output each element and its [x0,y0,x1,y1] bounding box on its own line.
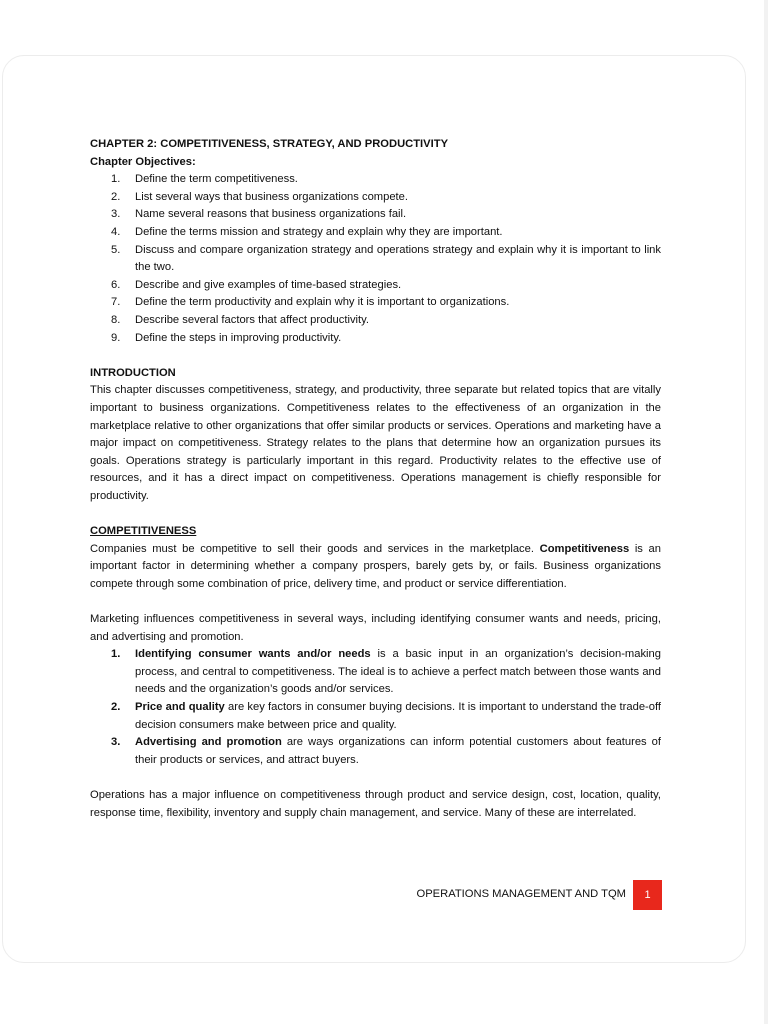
list-item [90,242,661,277]
list-item [90,734,661,769]
list-item [90,171,661,189]
paragraph-text: is an important factor in determining whether a company prospers, barely gets by, or fails. Business organizations compete through some combination of price, delivery time, and product or service differentiation. [90,542,661,590]
list-item-text: is a basic input in an organization’s decision-making process, and central to competitiveness. The ideal is to achieve a perfect match between those wants and needs and the organization’s goods and/or services. [135,648,661,696]
list-item [90,699,661,734]
list-item-number: 1. [111,648,121,661]
list-item-number: 6. [111,278,121,291]
list-item-text: List several ways that business organizations compete. [135,190,408,203]
list-item-text: Define the term competitiveness. [135,173,298,186]
list-item-number: 3. [111,736,121,749]
footer-label: OPERATIONS MANAGEMENT AND TQM [416,888,626,900]
list-item-text: Name several reasons that business organizations fail. [135,208,407,221]
list-item [90,312,661,330]
list-item [90,206,661,224]
list-item-number: 1. [111,173,121,186]
list-item [90,189,661,207]
paragraph-text: Companies must be competitive to sell their goods and services in the marketplace. [90,542,540,555]
chapter-heading: CHAPTER 2: COMPETITIVENESS, STRATEGY, AND PRODUCTIVITY [90,138,449,150]
list-item-text: Define the term productivity and explain why it is important to organizations. [135,296,510,309]
list-item-number: 3. [111,208,121,221]
list-item-number: 8. [111,313,121,326]
list-item [90,224,661,242]
spacer [90,769,661,787]
document-content [90,136,661,822]
spacer [90,593,661,611]
list-item-bold-term: Identifying consumer wants and/or needs [135,648,371,661]
marketing-list [90,646,661,769]
list-item-number: 2. [111,701,121,713]
competitiveness-heading: COMPETITIVENESS [90,525,197,538]
marketing-paragraph: Marketing influences competitiveness in several ways, including identifying consumer wants and needs, pricing, and advertising and promotion. [90,613,661,643]
list-item-number: 7. [111,296,121,309]
list-item [90,277,661,295]
list-item-text: Define the terms mission and strategy and explain why they are important. [135,225,503,238]
list-item-bold-term: Advertising and promotion [135,736,282,749]
list-item-text: Discuss and compare organization strategy and operations strategy and explain why it is important to link the two. [135,243,661,274]
list-item [90,294,661,312]
spacer [90,347,661,365]
spacer [90,505,661,523]
list-item-text: are ways organizations can inform potential customers about features of their products or services, and attract buyers. [135,736,662,766]
list-item-text: Describe several factors that affect productivity. [135,313,370,326]
objectives-title: Chapter Objectives: [90,155,196,168]
list-item-number: 4. [111,225,121,238]
page-footer [380,880,662,910]
list-item-number: 5. [111,243,121,256]
competitiveness-paragraph-1 [90,541,661,594]
list-item [90,330,661,348]
list-item [90,646,661,699]
objectives-list [90,171,661,347]
list-item-text: Define the steps in improving productivity. [135,331,342,344]
introduction-paragraph: This chapter discusses competitiveness, strategy, and productivity, three separate but related topics that are vitally important to business organizations. Competitiveness relates to the effectiveness of an organization in the marketplace relative to other organizations that offer similar products or services. Operations and marketing have a major impact on competitiveness. Strategy relates to the plans that determine how an organization pursues its goals. Operations strategy is particularly important in this regard. Productivity relates to the effective use of resources, and it has a direct impact on competitiveness. Operations management is chiefly responsible for productivity. [90,384,661,502]
list-item-text: are key factors in consumer buying decisions. It is important to understand the trade-off decision consumers make between price and quality. [135,701,661,731]
page-number-badge: 1 [633,880,662,910]
list-item-number: 9. [111,331,121,344]
list-item-number: 2. [111,190,121,203]
operations-paragraph: Operations has a major influence on competitiveness through product and service design, cost, location, quality, response time, flexibility, inventory and supply chain management, and service. Many of these are interrelated. [90,788,661,819]
page-edge [764,0,768,1024]
list-item-text: Describe and give examples of time-based strategies. [135,278,402,291]
paragraph-bold-term: Competitiveness [539,542,630,555]
introduction-heading: INTRODUCTION [90,366,176,379]
list-item-bold-term: Price and quality [135,701,225,713]
